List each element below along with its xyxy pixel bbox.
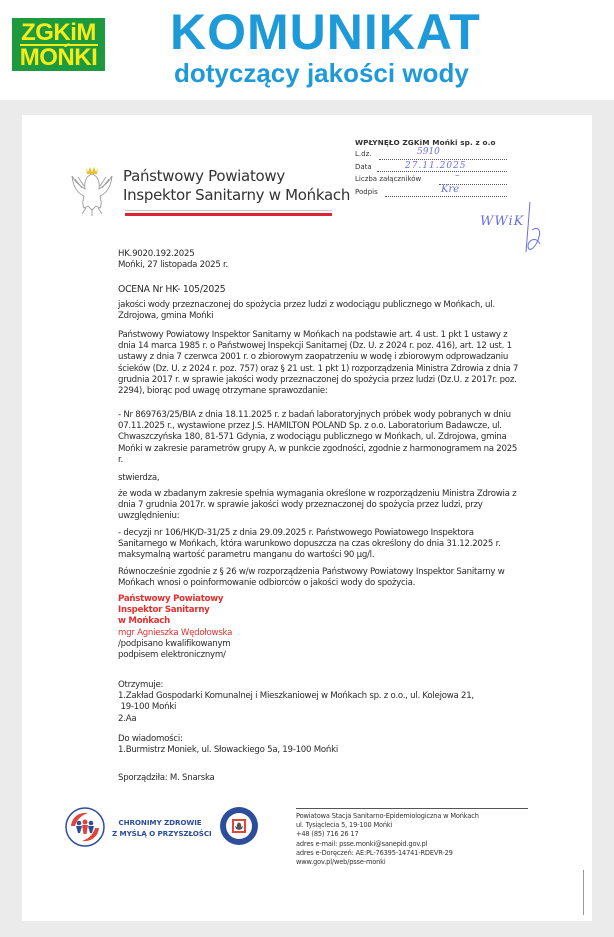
cc-1: 1.Burmistrz Moniek, ul. Słowackiego 5a, 19-100 Mońki	[118, 745, 338, 756]
stamp-attachments-label: Liczba załączników	[355, 175, 422, 183]
document-decision: - decyzji nr 106/HK/D-31/25 z dnia 29.09.2025 r. Państwowego Powiatowego Inspektora Sanitarnego w Mońkach, która warunkowo dopuszcza na czas określony do dnia 31.12.2025 r. maksymalną wartość parametru manganu do wartości 90 µg/l.	[118, 528, 501, 561]
document-heading: OCENA Nr HK- 105/2025	[118, 284, 226, 295]
signature-note-2: podpisem elektronicznym/	[118, 650, 226, 661]
signature-line-2: Inspektor Sanitarny	[118, 605, 210, 616]
recipient-2: 2.Aa	[118, 713, 137, 724]
stamp-row-signature	[355, 183, 515, 201]
signature-line-3: w Mońkach	[118, 616, 170, 627]
document-place-date: Mońki, 27 listopada 2025 r.	[118, 260, 228, 271]
slogan-line-2: Z MYŚLĄ O PRZYSZŁOŚCI	[112, 829, 212, 838]
institution-name-line-1: Państwowy Powiatowy	[123, 167, 285, 185]
stamp-signature-label: Podpis	[355, 187, 378, 196]
stamp-ldz-label: L.dz.	[355, 150, 372, 158]
annotation-signature-icon	[480, 200, 550, 260]
stamp-date-value: 27.11.2025	[405, 160, 467, 171]
signature-name: mgr Agnieszka Wędołowska	[118, 627, 233, 638]
document-meta	[118, 249, 228, 271]
slogan-line-1: CHRONIMY ZDROWIE	[118, 818, 202, 827]
footer-phone: +48 (85) 716 26 17	[296, 830, 359, 839]
chronimy-zdrowie-logo-icon	[64, 806, 106, 848]
stamp-dotted-line	[377, 171, 507, 172]
stamp-ldz-value: 5910	[417, 147, 440, 157]
signature-line-1: Państwowy Powiatowy	[118, 594, 224, 604]
document-report: - Nr 869763/25/BIA z dnia 18.11.2025 r. z badań laboratoryjnych próbek wody pobranych w dniu 07.11.2025 r., wystawione przez J.S. HAMILTON POLAND Sp. z o.o. Laboratorium Badawcze, ul. Chwaszczyńska 180, 81-571 Gdynia, z wodociągu publicznego w Mońkach, ul. Zdrojowa, gmina Mońki w zakresie parametrów grupy A, w punkcie zgodności, zgodnie z harmonogramem na 2025 r.	[118, 410, 518, 465]
document-recipients	[118, 680, 474, 725]
zgkim-logo	[12, 18, 105, 71]
footer-website: www.gov.pl/web/psse-monki	[296, 858, 386, 867]
document-finding: że woda w zbadanym zakresie spełnia wymagania określone w rozporządzeniu Ministra Zdrowia z dnia 7 grudnia 2017r. w sprawie jakości wody przeznaczonej do spożycia przez ludzi, przy uwzględnieniu:	[118, 489, 517, 522]
page-edge-shadow	[583, 870, 584, 915]
signature-note-1: /podpisano kwalifikowanym	[118, 638, 231, 649]
cc-label: Do wiadomości:	[118, 734, 183, 744]
document-intro: Państwowy Powiatowy Inspektor Sanitarny w Mońkach na podstawie art. 4 ust. 1 pkt 1 ustawy z dnia 14 marca 1985 r. o Państwowej Inspekcji Sanitarnej (Dz. U. z 2024 r. poz. 416), art. 12 ust. 1 ustawy z dnia 7 czerwca 2001 r. o zbiorowym zaopatrzeniu w wodę i zbiorowym odprowadzaniu ścieków (Dz. U. z 2024 r. poz. 757) oraz § 21 ust. 1 pkt 1) rozporządzenia Ministra Zdrowia z dnia 7 grudnia 2017 r. w sprawie jakości wody przeznaczonej do spożycia przez ludzi (Dz.U. z 2017r. poz. 2294), biorąc pod uwagę otrzymane sprawozdanie:	[118, 330, 519, 397]
stamp-attachments-value: –	[455, 171, 460, 181]
document-notice: Równocześnie zgodnie z § 26 w/w rozporządzenia Państwowy Powiatowy Inspektor Sanitarny w Mońkach wnosi o poinformowanie odbiorców o jakości wody do spożycia.	[118, 567, 505, 589]
stamp-row-date	[355, 160, 515, 176]
stamp-dotted-line	[379, 159, 507, 160]
recipient-1: 1.Zakład Gospodarki Komunalnej i Mieszkaniowej w Mońkach sp. z o.o., ul. Kolejowa 21,	[118, 691, 474, 702]
handwritten-annotation	[480, 200, 550, 260]
incoming-stamp	[355, 138, 515, 200]
annotation-text: WWiK	[480, 214, 525, 229]
footer-email: adres e-mail: psse.monki@sanepid.gov.pl	[296, 839, 428, 848]
inspekcja-sanitarna-logo-icon	[218, 805, 260, 847]
flag-line-white	[125, 210, 332, 211]
page-subtitle: dotyczący jakości wody	[174, 58, 469, 88]
footer-address-line: Powiatowa Stacja Sanitarno-Epidemiologiczna w Mońkach	[296, 812, 479, 820]
logo-line-1: ZGKiM	[21, 19, 96, 46]
footer-address-line: ul. Tysiąclecia 5, 19-100 Mońki	[296, 821, 393, 830]
polish-eagle-emblem-icon	[70, 162, 114, 218]
footer-divider	[296, 808, 528, 809]
institution-name-line-2: Inspektor Sanitarny w Mońkach	[123, 186, 351, 204]
document-finding-word: stwierdza,	[118, 473, 160, 483]
footer-slogan	[112, 817, 212, 839]
footer-edelivery: adres e-Doręczeń: AE:PL-76395-14741-RDEVR-29	[296, 848, 453, 857]
stamp-dotted-line	[385, 196, 507, 197]
recipients-label: Otrzymuje:	[118, 680, 164, 690]
footer-address	[296, 812, 479, 867]
document-signature-block	[118, 594, 232, 661]
header-banner	[0, 0, 614, 100]
document-cc	[118, 734, 338, 756]
stamp-date-label: Data	[355, 162, 372, 171]
recipient-1-cont: 19-100 Mońki	[118, 702, 177, 713]
document-prepared-by: Sporządziła: M. Snarska	[118, 773, 215, 783]
stamp-title: WPŁYNĘŁO ZGKiM Mońki sp. z o.o	[355, 138, 496, 147]
stamp-row-attachments	[355, 171, 515, 188]
stamp-signature-value: Kre	[441, 183, 460, 195]
document-reference: HK.9020.192.2025	[118, 249, 195, 259]
flag-line-red	[125, 213, 332, 216]
document-subject: jakości wody przeznaczonej do spożycia przez ludzi z wodociągu publicznego w Mońkach, ul. Zdrojowa, gmina Mońki	[118, 300, 495, 322]
page-title: KOMUNIKAT	[170, 4, 481, 60]
institution-name	[123, 167, 350, 205]
logo-line-2: MOŃKI	[19, 44, 98, 71]
